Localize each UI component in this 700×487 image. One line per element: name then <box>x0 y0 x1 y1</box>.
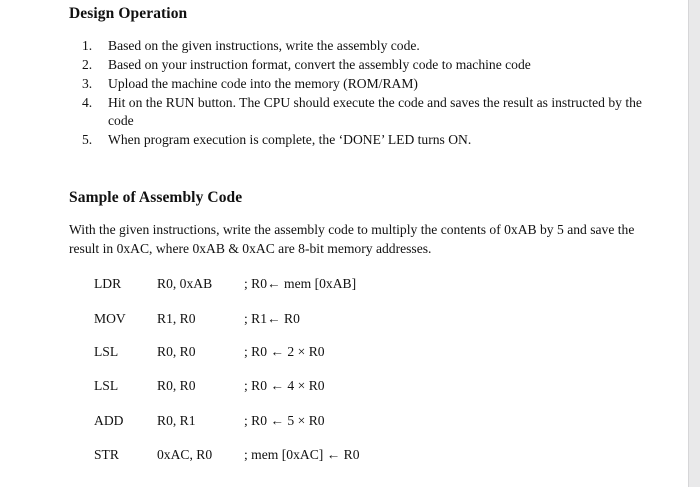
scrollbar-track[interactable] <box>688 0 700 487</box>
step-text: Based on the given instructions, write the assembly code. <box>108 38 420 53</box>
code-line <box>0 446 600 464</box>
code-line <box>0 412 600 430</box>
code-line <box>0 377 600 395</box>
code-comment: ; mem [0xAC] ← R0 <box>244 447 360 462</box>
step-number: 4. <box>82 95 93 110</box>
list-item <box>82 94 642 130</box>
step-text: Hit on the RUN button. The CPU should execute the code and saves the result as instructed by the code <box>108 95 642 128</box>
code-opcode: STR <box>94 447 119 462</box>
sample-intro-paragraph: With the given instructions, write the assembly code to multiply the contents of 0xAB by 5 and save the result in 0xAC, where 0xAB & 0xAC are 8-bit memory addresses. <box>69 222 635 256</box>
code-operands: R0, 0xAB <box>157 276 213 291</box>
list-item <box>82 75 642 93</box>
list-item <box>82 131 642 149</box>
code-comment: ; R1← R0 <box>244 311 300 326</box>
code-opcode: LSL <box>94 344 119 359</box>
step-text: When program execution is complete, the ‘DONE’ LED turns ON. <box>108 132 472 147</box>
design-operation-heading: Design Operation <box>69 5 188 22</box>
list-item <box>82 37 642 55</box>
code-operands: R1, R0 <box>157 311 196 326</box>
code-comment: ; R0 ← 4 × R0 <box>244 378 325 393</box>
code-comment: ; R0 ← 2 × R0 <box>244 344 325 359</box>
code-opcode: LSL <box>94 378 119 393</box>
code-comment: ; R0 ← 5 × R0 <box>244 413 325 428</box>
code-line <box>0 310 600 328</box>
design-steps-list <box>82 37 642 150</box>
code-opcode: ADD <box>94 413 124 428</box>
step-text: Based on your instruction format, convert the assembly code to machine code <box>108 57 531 72</box>
code-operands: R0, R0 <box>157 378 196 393</box>
code-comment: ; R0← mem [0xAB] <box>244 276 357 291</box>
step-number: 1. <box>82 38 93 53</box>
step-text: Upload the machine code into the memory (ROM/RAM) <box>108 76 418 91</box>
code-opcode: LDR <box>94 276 122 291</box>
list-item <box>82 56 642 74</box>
code-line <box>0 343 600 361</box>
step-number: 3. <box>82 76 93 91</box>
code-line <box>0 275 600 293</box>
step-number: 5. <box>82 132 93 147</box>
code-operands: 0xAC, R0 <box>157 447 213 462</box>
code-operands: R0, R1 <box>157 413 196 428</box>
code-operands: R0, R0 <box>157 344 196 359</box>
code-opcode: MOV <box>94 311 126 326</box>
sample-assembly-heading: Sample of Assembly Code <box>69 189 243 206</box>
step-number: 2. <box>82 57 93 72</box>
